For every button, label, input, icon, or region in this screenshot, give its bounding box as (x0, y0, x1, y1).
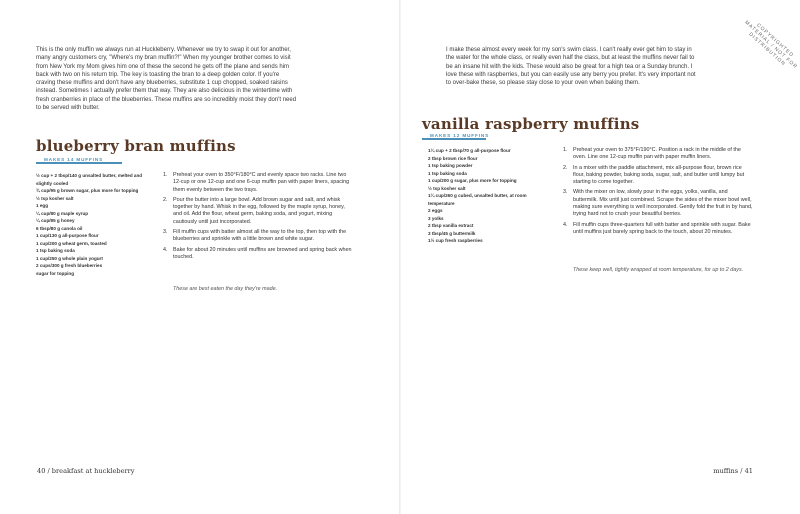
ingredient-list (428, 147, 540, 245)
method-steps (163, 172, 353, 264)
step-number: 1. (563, 147, 568, 153)
recipe-title: blueberry bran muffins (36, 137, 236, 155)
ingredient-item: 1 tsp baking soda (36, 248, 75, 253)
ingredient-item: ¾ cup/95 g brown sugar, plus more for topping (36, 188, 139, 193)
yield-underline (422, 138, 486, 140)
page-footer: muffins / 41 (713, 467, 753, 475)
yield-underline (36, 162, 122, 164)
ingredient-item: 1 tsp baking powder (428, 163, 473, 168)
ingredient-item: 1¼ cup + 2 tbsp/70 g all-purpose flour (428, 148, 511, 153)
step-number: 4. (563, 221, 568, 228)
ingredient-item: 1 egg (36, 203, 48, 208)
step-number: 2. (163, 196, 168, 203)
ingredient-item: 3 tbsp/45 g buttermilk (428, 230, 476, 236)
step-text: With the mixer on low, slowly pour in the eggs, yolks, vanilla, and buttermilk. Mix until just combined. Scrape the sides of the mixer bowl well, making sure everything is well incorporated. Gently fold the fruit in by hand, trying hard not to crush your beautiful berries. (573, 189, 753, 218)
recipe-intro: This is the only muffin we always run at Huckleberry. Whenever we try to swap it out for another, many angry customers cry, "Where's my bran muffin?!" When my younger brother comes to visit from New York my Mom gives him one of these the second he gets off the plane and sends him back with two on his return trip. The key is toasting the bran to a deep golden color. If you're craving these muffins and don't have any blueberries, substitute 1 cup chopped, soaked raisins instead. Sometimes I actually prefer them that way. They are also delicious in the wintertime with fresh cranberries in place of the blueberries. These muffins are so incredibly moist they don't need to be served with butter. (36, 47, 297, 112)
step-text: In a mixer with the paddle attachment, mix all-purpose flour, brown rice flour, baking powder, baking soda, sugar, salt, and butter until lumpy but starting to come together. (573, 164, 745, 186)
ingredient-item: 3 yolks (428, 215, 444, 221)
ingredient-item: ½ tsp kosher salt (428, 185, 466, 191)
ingredient-item: ½ tsp kosher salt (36, 195, 74, 201)
step-number: 4. (163, 246, 168, 253)
step-number: 3. (163, 229, 168, 236)
recipe-note: These are best eaten the day they're made. (173, 286, 278, 293)
method-step (163, 229, 353, 244)
recipe-yield: MAKES 12 MUFFINS (430, 133, 490, 138)
ingredient-item: ½ cup + 2 tbsp/140 g unsalted butter, melted and slightly cooled (36, 173, 143, 186)
step-text: Fill muffin cups three-quarters full with batter and sprinkle with sugar. Bake until muffins just barely spring back to the touch, about 20 minutes. (573, 221, 751, 235)
method-step (563, 189, 753, 218)
ingredient-item: 2 eggs (428, 208, 443, 213)
ingredient-list (36, 172, 146, 277)
step-text: Pour the butter into a large bowl. Add brown sugar and salt, and whisk together by hand. Whisk in the egg, followed by the maple syrup, honey, and oil. Add the flour, wheat germ, baking soda, and yogurt, mixing cautiously until just incorporated. (173, 196, 345, 225)
step-text: Preheat your oven to 375°F/190°C. Position a rack in the middle of the oven. Line one 12-cup muffin pan with paper muffin liners. (573, 147, 741, 161)
ingredient-item: 1 cup/200 g sugar, plus more for topping (428, 178, 517, 183)
ingredient-item: 1 cup/250 g whole plain yogurt (36, 255, 103, 261)
recipe-title: vanilla raspberry muffins (422, 115, 640, 133)
method-step (563, 147, 753, 162)
ingredient-item: ¼ cup/85 g honey (36, 218, 75, 223)
method-steps (563, 147, 753, 239)
ingredient-item: 1 cup/200 g wheat germ, toasted (36, 240, 107, 246)
ingredient-item: sugar for topping (36, 270, 75, 276)
method-step (163, 197, 353, 226)
method-step (563, 165, 753, 187)
recipe-note: These keep well, tightly wrapped at room temperature, for up to 2 days. (573, 267, 744, 274)
copyright-stamp: COPYRIGHTED MATERIAL / NOT FOR DISTRIBUTION (743, 19, 799, 71)
ingredient-item: 2 tbsp brown rice flour (428, 155, 478, 161)
method-step (563, 222, 753, 237)
recipe-intro: I make these almost every week for my son's swim class. I can't really ever get him to stay in the water for the whole class, or really even half the class, but at least the muffins never fail to be an insane hit with the kids. These would also be great for a high tea or a Sunday brunch. I love these with raspberries, but you can easily use any berry you prefer. It's very important not to over-bake these, so please stay close to your oven when baking them. (446, 47, 696, 87)
step-text: Preheat your oven to 350°F/180°C and evenly space two racks. Line two 12-cup or one 12-cup and one 6-cup muffin pan with paper liners, spacing them evenly between the two trays. (173, 172, 350, 193)
ingredient-item: 6 tbsp/80 g canola oil (36, 225, 83, 231)
step-text: Fill muffin cups with batter almost all the way to the top, then top with the blueberries and sprinkle with a little brown and white sugar. (173, 229, 347, 243)
ingredient-item: 1¼ cup/260 g cubed, unsalted butter, at room temperature (428, 193, 527, 206)
method-step (163, 172, 353, 194)
page-footer: 40 / breakfast at huckleberry (37, 467, 135, 475)
step-number: 2. (563, 164, 568, 171)
method-step (163, 247, 353, 262)
ingredient-item: 1½ cup fresh raspberries (428, 238, 483, 243)
recipe-yield: MAKES 14 MUFFINS (44, 157, 104, 162)
ingredient-item: 2 cups/300 g fresh blueberries (36, 263, 103, 268)
ingredient-item: ¼ cup/80 g maple syrup (36, 210, 89, 216)
ingredient-item: 1 cup/130 g all-purpose flour (36, 233, 99, 238)
ingredient-item: 2 tbsp vanilla extract (428, 223, 474, 228)
right-page (400, 0, 800, 514)
ingredient-item: 1 tsp baking soda (428, 170, 467, 176)
step-text: Bake for about 20 minutes until muffins are browned and spring back when touched. (173, 246, 352, 260)
step-number: 1. (163, 172, 168, 178)
step-number: 3. (563, 189, 568, 196)
